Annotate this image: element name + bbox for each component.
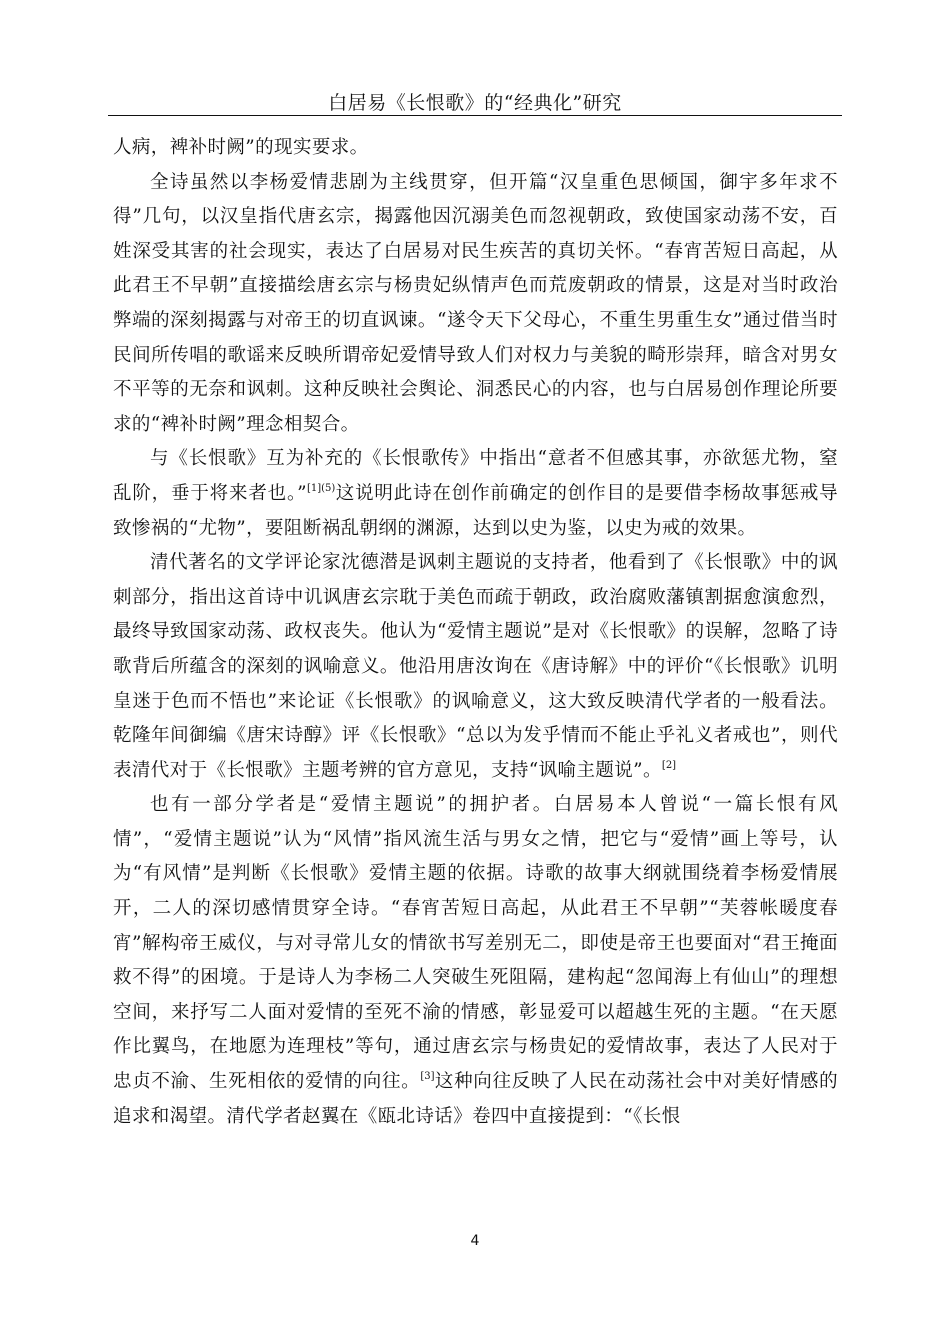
body-text	[113, 131, 838, 1134]
header-rule	[108, 115, 842, 116]
citation-marker: [2]	[661, 759, 677, 771]
paragraph-text: 也有一部分学者是“爱情主题说”的拥护者。白居易本人曾说“一篇长恨有风情”，“爱情主题说”认为“风情”指风流生活与男女之情，把它与“爱情”画上等号，认为“有风情”是判断《长恨歌》爱情主题的依据。诗歌的故事大纲就围绕着李杨爱情展开，二人的深切感情贯穿全诗。“春宵苦短日高起，从此君王不早朝”“芙蓉帐暖度春宵”解构帝王威仪，与对寻常儿女的情欲书写差别无二，即使是帝王也要面对“君王掩面救不得”的困境。于是诗人为李杨二人突破生死阻隔，建构起“忽闻海上有仙山”的理想空间，来抒写二人面对爱情的至死不渝的情感，彰显爱可以超越生死的主题。“在天愿作比翼鸟，在地愿为连理枝”等句，通过唐玄宗与杨贵妃的爱情故事，表达了人民对于忠贞不渝、生死相依的爱情的向往。	[113, 794, 838, 1093]
paragraph-text: 这说明此诗在创作前确定的创作目的是要借李杨故事惩戒导致惨祸的“尤物”，要阻断祸乱朝纲的渊源，达到以史为鉴，以史为戒的效果。	[113, 482, 838, 539]
citation-marker: [1](5)	[306, 482, 336, 494]
paragraph-text: 人病，裨补时阙”的现实要求。	[113, 137, 369, 158]
paragraph	[113, 546, 838, 788]
paragraph	[113, 442, 838, 546]
paragraph-text: 这种向往反映了人民在动荡社会中对美好情感的追求和渴望。清代学者赵翼在《瓯北诗话》卷四中直接提到：“《长恨	[113, 1071, 839, 1127]
paragraph-text: 清代著名的文学评论家沈德潜是讽刺主题说的支持者，他看到了《长恨歌》中的讽刺部分，指出这首诗中讥讽唐玄宗耽于美色而疏于朝政，政治腐败藩镇割据愈演愈烈，最终导致国家动荡、政权丧失。他认为“爱情主题说”是对《长恨歌》的误解，忽略了诗歌背后所蕴含的深刻的讽喻意义。他沿用唐汝询在《唐诗解》中的评价“《长恨歌》讥明皇迷于色而不悟也”来论证《长恨歌》的讽喻意义，这大致反映清代学者的一般看法。乾隆年间御编《唐宋诗醇》评《长恨歌》“总以为发乎情而不能止乎礼义者戒也”，则代表清代对于《长恨歌》主题考辨的官方意见，支持“讽喻主题说”。	[113, 552, 838, 781]
paragraph-text: 与《长恨歌》互为补充的《长恨歌传》中指出“意者不但感其事，亦欲惩尤物，窒乱阶，垂于将来者也。”	[113, 448, 838, 504]
citation-marker: [3]	[420, 1071, 435, 1083]
paragraph-continued	[113, 131, 838, 166]
paragraph-text: 全诗虽然以李杨爱情悲剧为主线贯穿，但开篇“汉皇重色思倾国，御宇多年求不得”几句，以汉皇指代唐玄宗，揭露他因沉溺美色而忽视朝政，致使国家动荡不安，百姓深受其害的社会现实，表达了白居易对民生疾苦的真切关怀。“春宵苦短日高起，从此君王不早朝”直接描绘唐玄宗与杨贵妃纵情声色而荒废朝政的情景，这是对当时政治弊端的深刻揭露与对帝王的切直讽谏。“遂令天下父母心，不重生男重生女”通过借当时民间所传唱的歌谣来反映所谓帝妃爱情导致人们对权力与美貌的畸形崇拜，暗含对男女不平等的无奈和讽刺。这种反映社会舆论、洞悉民心的内容，也与白居易创作理论所要求的“裨补时阙”理念相契合。	[113, 171, 838, 435]
page-number: 4	[470, 1233, 480, 1249]
running-header-title: 白居易《长恨歌》的“经典化”研究	[328, 92, 622, 114]
paragraph	[113, 166, 838, 443]
paragraph	[113, 788, 838, 1134]
